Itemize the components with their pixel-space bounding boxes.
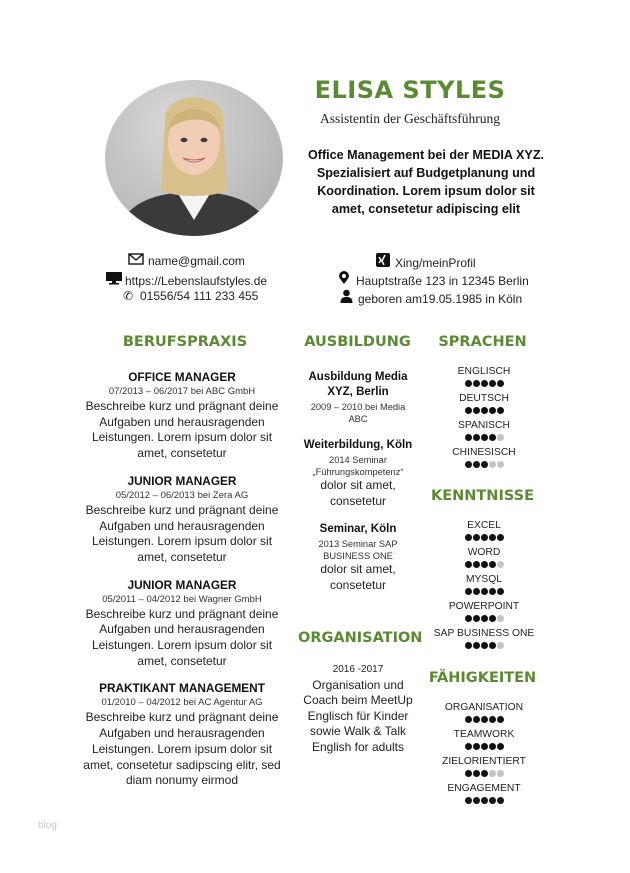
contact-phone[interactable] (120, 289, 258, 303)
skill-rating (425, 560, 543, 568)
organisation-block (302, 662, 414, 755)
skill-rating (425, 406, 543, 414)
skill-item (425, 520, 543, 547)
rating-dot-filled (465, 770, 472, 777)
rating-dot-filled (473, 743, 480, 750)
rating-dot-filled (489, 434, 496, 441)
website-text: https://Lebenslaufstyles.de (125, 274, 268, 288)
education-entry (302, 438, 414, 509)
phone-icon: ✆ (122, 289, 134, 303)
skill-label: WORD (467, 547, 501, 558)
rating-dot-filled (465, 434, 472, 441)
skill-rating (425, 587, 543, 595)
contact-xing[interactable] (375, 253, 476, 270)
heading-sprachen: SPRACHEN (438, 334, 527, 350)
rating-dot-empty (489, 461, 496, 468)
rating-dot-filled (489, 797, 496, 804)
rating-dot-filled (497, 380, 504, 387)
rating-dot-filled (489, 534, 496, 541)
rating-dot-filled (497, 534, 504, 541)
heading-ausbildung: AUSBILDUNG (304, 334, 411, 350)
rating-dot-filled (465, 797, 472, 804)
skill-label: SPANISCH (458, 420, 510, 431)
heading-organisation: ORGANISATION (298, 630, 423, 646)
skill-label: TEAMWORK (453, 729, 515, 740)
rating-dot-filled (473, 716, 480, 723)
rating-dot-filled (481, 743, 488, 750)
rating-dot-filled (465, 561, 472, 568)
skill-rating (425, 796, 543, 804)
phone-text: 01556/54 111 233 455 (140, 289, 259, 303)
skill-item (425, 366, 543, 393)
rating-dot-filled (473, 534, 480, 541)
rating-dot-filled (473, 407, 480, 414)
job-meta: 05/2011 – 04/2012 bei Wagner GmbH (102, 593, 262, 605)
job-title: OFFICE MANAGER (128, 370, 236, 384)
skill-item (425, 601, 543, 628)
xing-text: Xing/meinProfil (395, 256, 476, 270)
skill-rating (425, 715, 543, 723)
skill-rating (425, 614, 543, 622)
monitor-icon (105, 271, 121, 288)
job-description: Beschreibe kurz und prägnant deine Aufgaben und herausragenden Leistungen. Lorem ipsum dolor sit amet, consetetur (85, 399, 279, 461)
job-title: JUNIOR MANAGER (127, 473, 237, 488)
rating-dot-filled (489, 743, 496, 750)
skill-rating (425, 433, 543, 441)
rating-dot-empty (497, 461, 504, 468)
rating-dot-filled (465, 642, 472, 649)
rating-dot-filled (473, 588, 480, 595)
skill-rating (425, 769, 543, 777)
skill-label: SAP BUSINESS ONE (433, 628, 535, 639)
rating-dot-filled (465, 461, 472, 468)
skill-item (425, 628, 543, 655)
xing-icon (375, 253, 391, 270)
rating-dot-filled (465, 743, 472, 750)
education-title: Weiterbildung, Köln (303, 439, 413, 451)
job-title: JUNIOR MANAGER (127, 577, 237, 592)
skill-item (425, 447, 543, 474)
email-text: name@gmail.com (148, 254, 245, 268)
profile-photo (105, 80, 283, 236)
rating-dot-filled (473, 380, 480, 387)
profile-summary: Office Management bei der MEDIA XYZ. Spezialisiert auf Budgetplanung und Koordination. Lorem ipsum dolor sit amet, consetetur adipiscing elit (307, 148, 545, 216)
rating-dot-filled (481, 770, 488, 777)
rating-dot-filled (481, 642, 488, 649)
rating-dot-filled (473, 770, 480, 777)
rating-dot-filled (465, 615, 472, 622)
skill-label: ZIELORIENTIERT (442, 756, 526, 767)
contact-birth (338, 289, 522, 306)
rating-dot-filled (481, 380, 488, 387)
contact-email[interactable] (128, 253, 245, 268)
job-description: Beschreibe kurz und prägnant deine Aufgaben und herausragenden Leistungen. Lorem ipsum dolor sit amet, consetetur sadipscing elitr, sed diam nonumy eirmod (83, 710, 281, 788)
skill-label: EXCEL (467, 520, 501, 531)
rating-dot-filled (489, 380, 496, 387)
skill-item (425, 574, 543, 601)
ausbildung-list (302, 370, 414, 606)
rating-dot-empty (497, 642, 504, 649)
rating-dot-filled (465, 534, 472, 541)
rating-dot-filled (465, 716, 472, 723)
job-entry (82, 578, 282, 670)
rating-dot-empty (497, 561, 504, 568)
skill-label: CHINESISCH (452, 447, 516, 458)
skill-item (425, 393, 543, 420)
rating-dot-filled (481, 461, 488, 468)
heading-berufspraxis: BERUFSPRAXIS (122, 334, 248, 350)
skill-label: ENGAGEMENT (447, 783, 521, 794)
rating-dot-filled (497, 407, 504, 414)
rating-dot-filled (481, 588, 488, 595)
rating-dot-filled (473, 461, 480, 468)
envelope-icon (128, 253, 144, 268)
skill-label: ORGANISATION (444, 702, 524, 713)
education-entry (302, 370, 414, 425)
kenntnisse-list (425, 520, 543, 655)
education-title: Ausbildung Media XYZ, Berlin (308, 371, 408, 398)
job-meta: 01/2010 – 04/2012 bei AC Agentur AG (101, 697, 263, 709)
rating-dot-empty (497, 434, 504, 441)
rating-dot-filled (497, 797, 504, 804)
person-icon (338, 289, 354, 306)
education-description: dolor sit amet, consetetur (320, 562, 396, 592)
job-title: Assistentin der Geschäftsführung (320, 111, 500, 126)
portrait-illustration (105, 80, 283, 236)
rating-dot-filled (481, 434, 488, 441)
birth-text: geboren am19.05.1985 in Köln (358, 292, 523, 306)
contact-website[interactable] (105, 271, 267, 288)
rating-dot-filled (481, 534, 488, 541)
rating-dot-filled (465, 380, 472, 387)
job-description: Beschreibe kurz und prägnant deine Aufgaben und herausragenden Leistungen. Lorem ipsum dolor sit amet, consetetur (85, 502, 279, 564)
skill-label: DEUTSCH (459, 393, 509, 404)
person-name: ELISA STYLES (314, 76, 506, 104)
job-meta: 07/2013 – 06/2017 bei ABC GmbH (108, 386, 256, 397)
rating-dot-filled (489, 716, 496, 723)
rating-dot-filled (481, 407, 488, 414)
rating-dot-filled (481, 615, 488, 622)
rating-dot-filled (489, 407, 496, 414)
rating-dot-filled (489, 642, 496, 649)
contact-address (336, 271, 529, 288)
rating-dot-filled (481, 561, 488, 568)
address-text: Hauptstraße 123 in 12345 Berlin (356, 274, 529, 288)
skill-item (425, 756, 543, 783)
berufspraxis-list (82, 370, 282, 801)
rating-dot-filled (489, 588, 496, 595)
rating-dot-empty (497, 615, 504, 622)
heading-kenntnisse: KENNTNISSE (431, 488, 534, 504)
rating-dot-filled (497, 588, 504, 595)
rating-dot-filled (481, 797, 488, 804)
rating-dot-empty (489, 770, 496, 777)
job-title: PRAKTIKANT MANAGEMENT (99, 681, 265, 696)
rating-dot-filled (465, 407, 472, 414)
skill-rating (425, 533, 543, 541)
rating-dot-filled (473, 434, 480, 441)
education-description: dolor sit amet, consetetur (320, 478, 396, 508)
rating-dot-filled (473, 615, 480, 622)
skill-label: POWERPOINT (448, 601, 520, 612)
rating-dot-filled (473, 561, 480, 568)
skill-item (425, 702, 543, 729)
rating-dot-filled (489, 615, 496, 622)
job-meta: 05/2012 – 06/2013 bei Zera AG (115, 489, 249, 501)
skill-rating (425, 641, 543, 649)
skill-item (425, 547, 543, 574)
rating-dot-filled (481, 716, 488, 723)
rating-dot-empty (497, 770, 504, 777)
location-pin-icon (336, 271, 352, 288)
job-entry (82, 474, 282, 566)
sprachen-list (425, 366, 543, 474)
rating-dot-filled (473, 642, 480, 649)
skill-label: ENGLISCH (457, 366, 511, 377)
job-entry (82, 370, 282, 462)
education-meta: 2014 Seminar „Führungskompetenz“ (312, 455, 404, 477)
skill-rating (425, 460, 543, 468)
education-title: Seminar, Köln (319, 523, 397, 535)
job-description: Beschreibe kurz und prägnant deine Aufgaben und herausragenden Leistungen. Lorem ipsum dolor sit amet, consetetur (85, 606, 279, 668)
organisation-meta: 2016 -2017 (332, 664, 384, 675)
skill-rating (425, 742, 543, 750)
skill-label: MYSQL (465, 574, 503, 585)
skill-rating (425, 379, 543, 387)
watermark: blog (38, 820, 57, 831)
rating-dot-filled (465, 588, 472, 595)
rating-dot-filled (473, 797, 480, 804)
education-meta: 2009 – 2010 bei Media ABC (310, 402, 406, 424)
skill-item (425, 783, 543, 810)
faehigkeiten-list (425, 702, 543, 810)
job-entry (82, 681, 282, 789)
skill-item (425, 420, 543, 447)
rating-dot-filled (489, 561, 496, 568)
education-meta: 2013 Seminar SAP BUSINESS ONE (318, 539, 398, 561)
rating-dot-filled (497, 716, 504, 723)
heading-faehigkeiten: FÄHIGKEITEN (428, 670, 537, 686)
rating-dot-filled (497, 743, 504, 750)
skill-item (425, 729, 543, 756)
education-entry (302, 522, 414, 593)
organisation-description: Organisation und Coach beim MeetUp Englisch für Kinder sowie Walk & Talk English for adults (303, 677, 413, 754)
